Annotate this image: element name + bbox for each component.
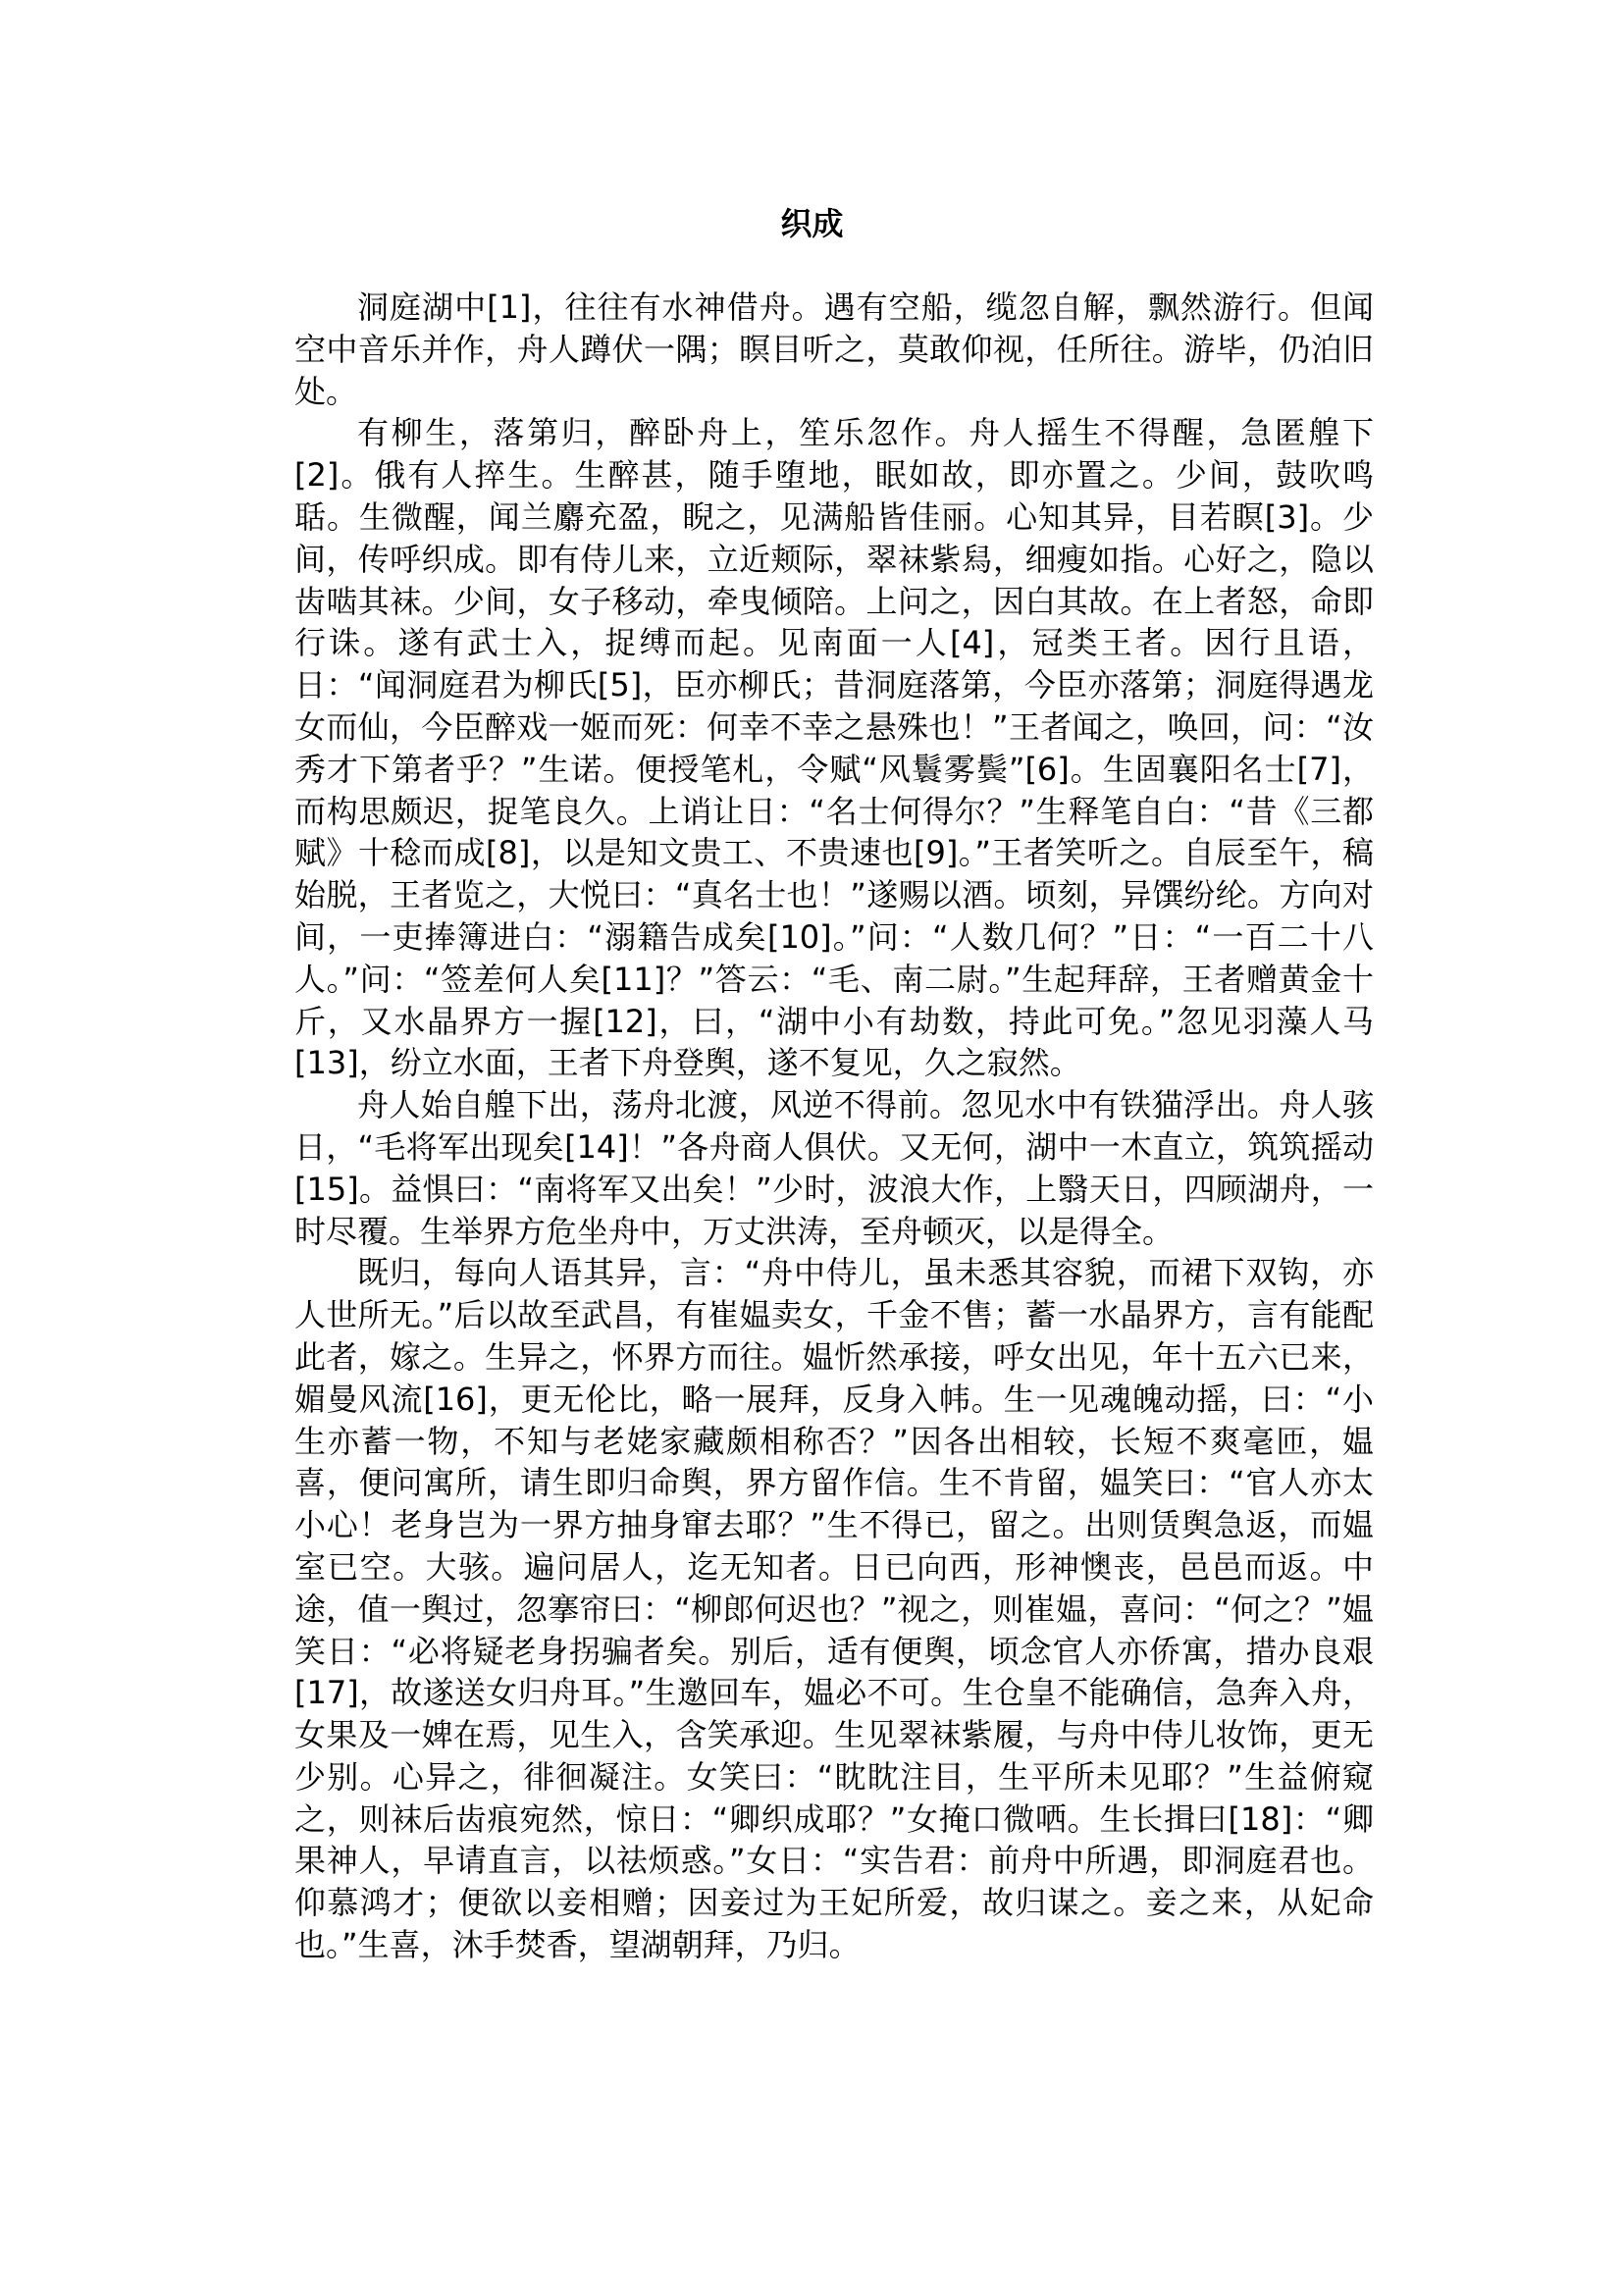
paragraph-4: 既归，每向人语其异，言：“舟中侍儿，虽未悉其容貌，而裙下双钩，亦人世所无。”后以故至武昌，有崔媪卖女，千金不售；蓄一水晶界方，言有能配此者，嫁之。生异之，怀界方而往。媪忻然承接，呼女出见，年十五六已来，媚曼风流[16]，更无伦比，略一展拜，反身入帏。生一见魂魄动摇，曰：“小生亦蓄一物，不知与老姥家藏颇相称否？”因各出相较，长短不爽毫匝，媪喜，便问寓所，请生即归命舆，界方留作信。生不肯留，媪笑曰：“官人亦太小心！老身岂为一界方抽身窜去耶？”生不得已，留之。出则赁舆急返，而媪室已空。大骇。遍问居人，迄无知者。日已向西，形神懊丧，邑邑而返。中途，值一舆过，忽搴帘曰：“柳郎何迟也？”视之，则崔媪，喜问：“何之？”媪笑日：“必将疑老身拐骗者矣。别后，适有便舆，顷念官人亦侨寓，措办良艰[17]，故遂送女归舟耳。”生邀回车，媪必不可。生仓皇不能确信，急奔入舟，女果及一婢在焉，见生入，含笑承迎。生见翠袜紫履，与舟中侍儿妆饰，更无少别。心异之，徘徊凝注。女笑曰：“眈眈注目，生平所未见耶？”生益俯窥之，则袜后齿痕宛然，惊日：“卿织成耶？”女掩口微哂。生长揖曰[18]：“卿果神人，早请直言，以祛烦惑。”女日：“实告君：前舟中所遇，即洞庭君也。仰慕鸿才；便欲以妾相赠；因妾过为王妃所爱，故归谋之。妾之来，从妃命也。”生喜，沐手焚香，望湖朝拜，乃归。 <box>294 1254 1374 1964</box>
document-body <box>294 287 1374 1966</box>
paragraph-3: 舟人始自艎下出，荡舟北渡，风逆不得前。忽见水中有铁猫浮出。舟人骇日，“毛将军出现矣[14]！”各舟商人俱伏。又无何，湖中一木直立，筑筑摇动[15]。益惧曰：“南将军又出矣！”少时，波浪大作，上翳天日，四顾湖舟，一时尽覆。生举界方危坐舟中，万丈洪涛，至舟顿灭，以是得全。 <box>294 1086 1374 1250</box>
paragraph-1: 洞庭湖中[1]，往往有水神借舟。遇有空船，缆忽自解，飘然游行。但闻空中音乐并作，舟人蹲伏一隅；瞑目听之，莫敢仰视，任所往。游毕，仍泊旧处。 <box>294 288 1374 410</box>
page-title: 织成 <box>780 205 844 242</box>
paragraph-2: 有柳生，落第归，醉卧舟上，笙乐忽作。舟人摇生不得醒，急匿艎下[2]。俄有人捽生。生醉甚，随手堕地，眠如故，即亦置之。少间，鼓吹鸣聒。生微醒，闻兰麝充盈，睨之，见满船皆佳丽。心知其异，目若瞑[3]。少间，传呼织成。即有侍儿来，立近颊际，翠袜紫舄，细瘦如指。心好之，隐以齿啮其袜。少间，女子移动，牵曳倾陪。上问之，因白其故。在上者怒，命即行诛。遂有武士入，捉缚而起。见南面一人[4]，冠类王者。因行且语，日：“闻洞庭君为柳氏[5]，臣亦柳氏；昔洞庭落第，今臣亦落第；洞庭得遇龙女而仙，今臣醉戏一姬而死：何幸不幸之悬殊也！”王者闻之，唤回，问：“汝秀才下第者乎？”生诺。便授笔札，令赋“风鬟雾鬓”[6]。生固襄阳名士[7]，而构思颇迟，捉笔良久。上诮让日：“名士何得尔？”生释笔自白：“昔《三都赋》十稔而成[8]，以是知文贵工、不贵速也[9]。”王者笑听之。自辰至午，稿始脱，王者览之，大悦曰：“真名士也！”遂赐以酒。顷刻，异馔纷纶。方向对间，一吏捧簿进白：“溺籍告成矣[10]。”问：“人数几何？”日：“一百二十八人。”问：“签差何人矣[11]？”答云：“毛、南二尉。”生起拜辞，王者赠黄金十斤，又水晶界方一握[12]，曰，“湖中小有劫数，持此可免。”忽见羽藻人马[13]，纷立水面，王者下舟登舆，遂不复见，久之寂然。 <box>294 414 1374 1082</box>
